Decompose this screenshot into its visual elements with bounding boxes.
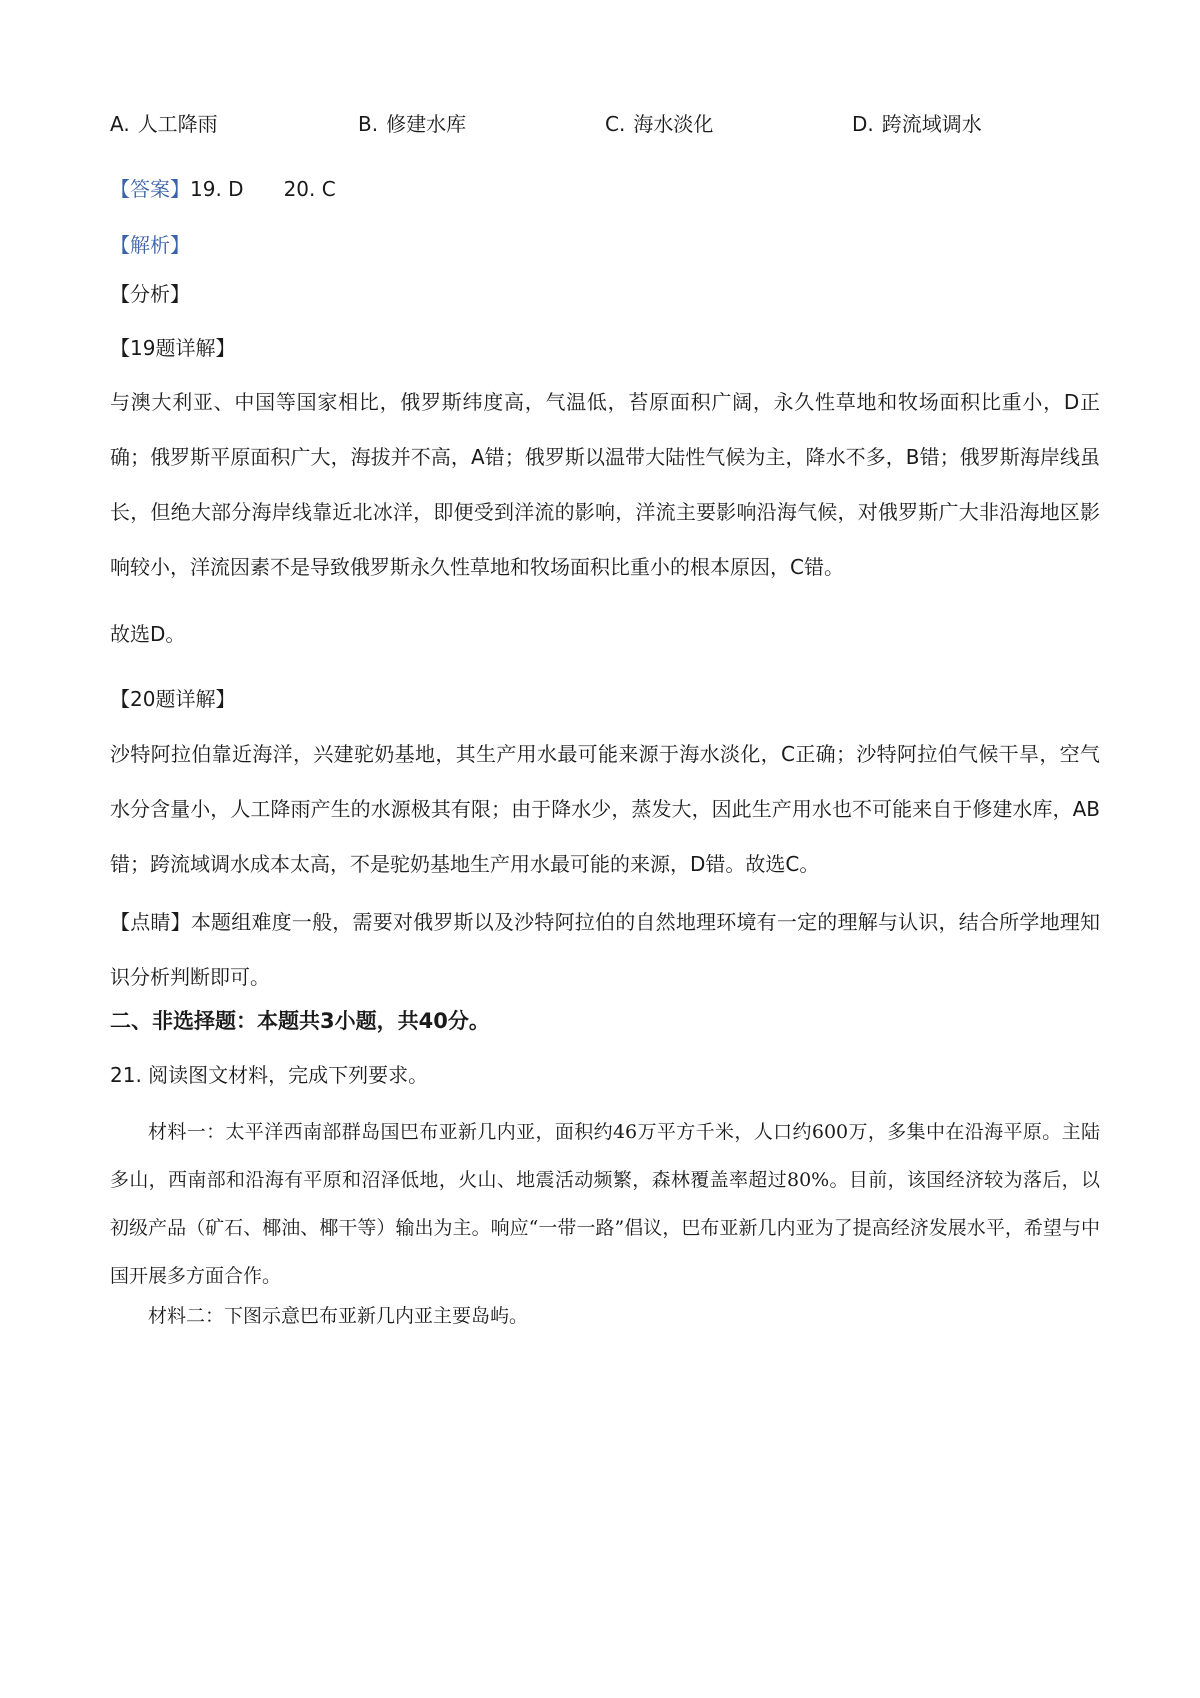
option-b <box>358 108 466 137</box>
answer-q20: 20. C <box>283 177 336 201</box>
option-b-letter: B. <box>358 112 379 136</box>
q21-stem: 21. 阅读图文材料，完成下列要求。 <box>110 1063 429 1087</box>
option-c-letter: C. <box>605 112 626 136</box>
fenxi-tag: 【分析】 <box>110 282 190 306</box>
analysis-tag: 【解析】 <box>110 233 190 257</box>
option-c-text: 海水淡化 <box>633 112 714 136</box>
q19-conclusion: 故选D。 <box>110 622 186 646</box>
answer-line <box>110 173 336 202</box>
option-b-text: 修建水库 <box>386 112 467 136</box>
option-a-text: 人工降雨 <box>137 112 218 136</box>
q20-detail-text: 沙特阿拉伯靠近海洋，兴建驼奶基地，其生产用水最可能来源于海水淡化，C正确；沙特阿拉伯气候干旱，空气水分含量小，人工降雨产生的水源极其有限；由于降水少，蒸发大，因此生产用水也不可能来自于修建水库，AB错；跨流域调水成本太高，不是驼奶基地生产用水最可能的来源，D错。故选C。 <box>110 742 1100 876</box>
option-a-letter: A. <box>110 112 130 136</box>
q20-detail-tag: 【20题详解】 <box>110 687 236 711</box>
dianjing-text: 本题组难度一般，需要对俄罗斯以及沙特阿拉伯的自然地理环境有一定的理解与认识，结合所学地理知识分析判断即可。 <box>110 910 1101 989</box>
option-d <box>852 108 982 137</box>
question-options <box>110 108 1110 144</box>
dianjing-tag: 【点睛】 <box>110 910 191 934</box>
q19-detail-text: 与澳大利亚、中国等国家相比，俄罗斯纬度高，气温低，苔原面积广阔，永久性草地和牧场面积比重小，D正确；俄罗斯平原面积广大，海拔并不高，A错；俄罗斯以温带大陆性气候为主，降水不多，B错；俄罗斯海岸线虽长，但绝大部分海岸线靠近北冰洋，即便受到洋流的影响，洋流主要影响沿海气候，对俄罗斯广大非沿海地区影响较小，洋流因素不是导致俄罗斯永久性草地和牧场面积比重小的根本原因，C错。 <box>110 390 1100 579</box>
option-c <box>605 108 713 137</box>
dianjing-block <box>110 895 1100 1005</box>
option-a <box>110 108 218 137</box>
q21-material-1: 材料一：太平洋西南部群岛国巴布亚新几内亚，面积约46万平方千米，人口约600万，多集中在沿海平原。主陆多山，西南部和沿海有平原和沼泽低地，火山、地震活动频繁，森林覆盖率超过80%。目前，该国经济较为落后，以初级产品（矿石、椰油、椰干等）输出为主。响应“一带一路”倡议，巴布亚新几内亚为了提高经济发展水平，希望与中国开展多方面合作。 <box>110 1121 1100 1287</box>
q21-material-2: 材料二：下图示意巴布亚新几内亚主要岛屿。 <box>148 1305 529 1327</box>
q19-detail-tag: 【19题详解】 <box>110 336 236 360</box>
answer-tag: 【答案】 <box>110 177 190 201</box>
option-d-letter: D. <box>852 112 874 136</box>
section-2-title: 二、非选择题：本题共3小题，共40分。 <box>110 1009 490 1033</box>
option-d-text: 跨流域调水 <box>881 112 982 136</box>
answer-q19: 19. D <box>190 177 244 201</box>
